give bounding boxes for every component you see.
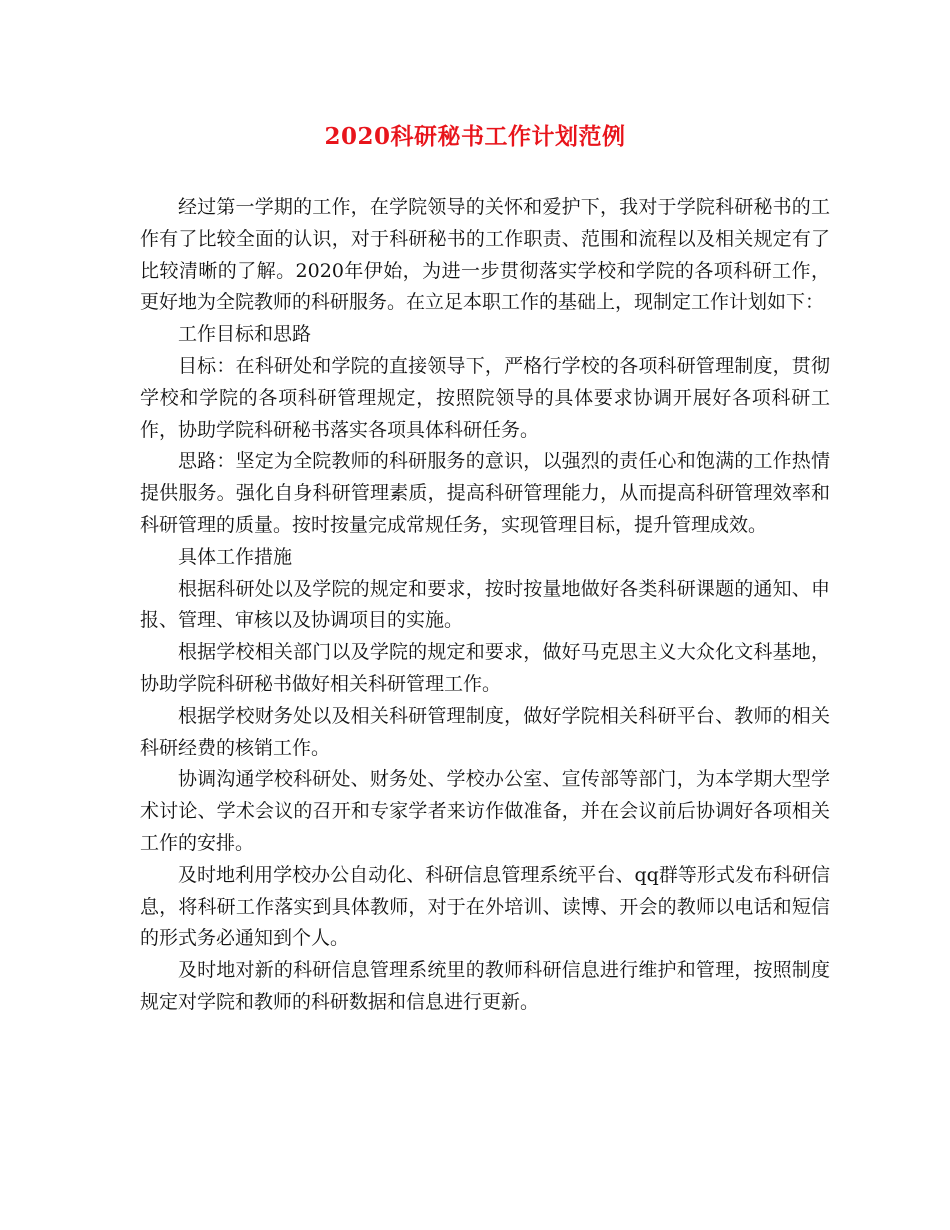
- paragraph-measure-2: 根据学校相关部门以及学院的规定和要求，做好马克思主义大众化文科基地，协助学院科研秘书做好相关科研管理工作。: [140, 641, 830, 695]
- paragraph-measure-5: 及时地利用学校办公自动化、科研信息管理系统平台、qq群等形式发布科研信息，将科研工作落实到具体教师，对于在外培训、读博、开会的教师以电话和短信的形式务必通知到个人。: [140, 863, 830, 950]
- paragraph-measure-3: 根据学校财务处以及相关科研管理制度，做好学院相关科研平台、教师的相关科研经费的核销工作。: [140, 704, 830, 759]
- paragraph-intro: 经过第一学期的工作，在学院领导的关怀和爱护下，我对于学院科研秘书的工作有了比较全面的认识，对于科研秘书的工作职责、范围和流程以及相关规定有了比较清晰的了解。2020年伊始，为进一步贯彻落实学校和学院的各项科研工作，更好地为全院教师的科研服务。在立足本职工作的基础上，现制定工作计划如下：: [140, 196, 830, 314]
- paragraph-measure-1: 根据科研处以及学院的规定和要求，按时按量地做好各类科研课题的通知、申报、管理、审核以及协调项目的实施。: [140, 577, 830, 632]
- document-body: [140, 192, 830, 1019]
- paragraph-approach: 思路：坚定为全院教师的科研服务的意识，以强烈的责任心和饱满的工作热情提供服务。强化自身科研管理素质，提高科研管理能力，从而提高科研管理效率和科研管理的质量。按时按量完成常规任务，实现管理目标，提升管理成效。: [140, 450, 830, 536]
- document-title: 2020科研秘书工作计划范例: [324, 123, 626, 150]
- heading-specific-measures: 具体工作措施: [178, 545, 293, 568]
- paragraph-measure-6: 及时地对新的科研信息管理系统里的教师科研信息进行维护和管理，按照制度规定对学院和教师的科研数据和信息进行更新。: [140, 959, 830, 1013]
- heading-goals-and-ideas: 工作目标和思路: [178, 323, 312, 346]
- paragraph-goal: 目标：在科研处和学院的直接领导下，严格行学校的各项科研管理制度，贯彻学校和学院的各项科研管理规定，按照院领导的具体要求协调开展好各项科研工作，协助学院科研秘书落实各项具体科研任务。: [140, 354, 830, 441]
- paragraph-measure-4: 协调沟通学校科研处、财务处、学校办公室、宣传部等部门，为本学期大型学术讨论、学术会议的召开和专家学者来访作做准备，并在会议前后协调好各项相关工作的安排。: [140, 768, 830, 854]
